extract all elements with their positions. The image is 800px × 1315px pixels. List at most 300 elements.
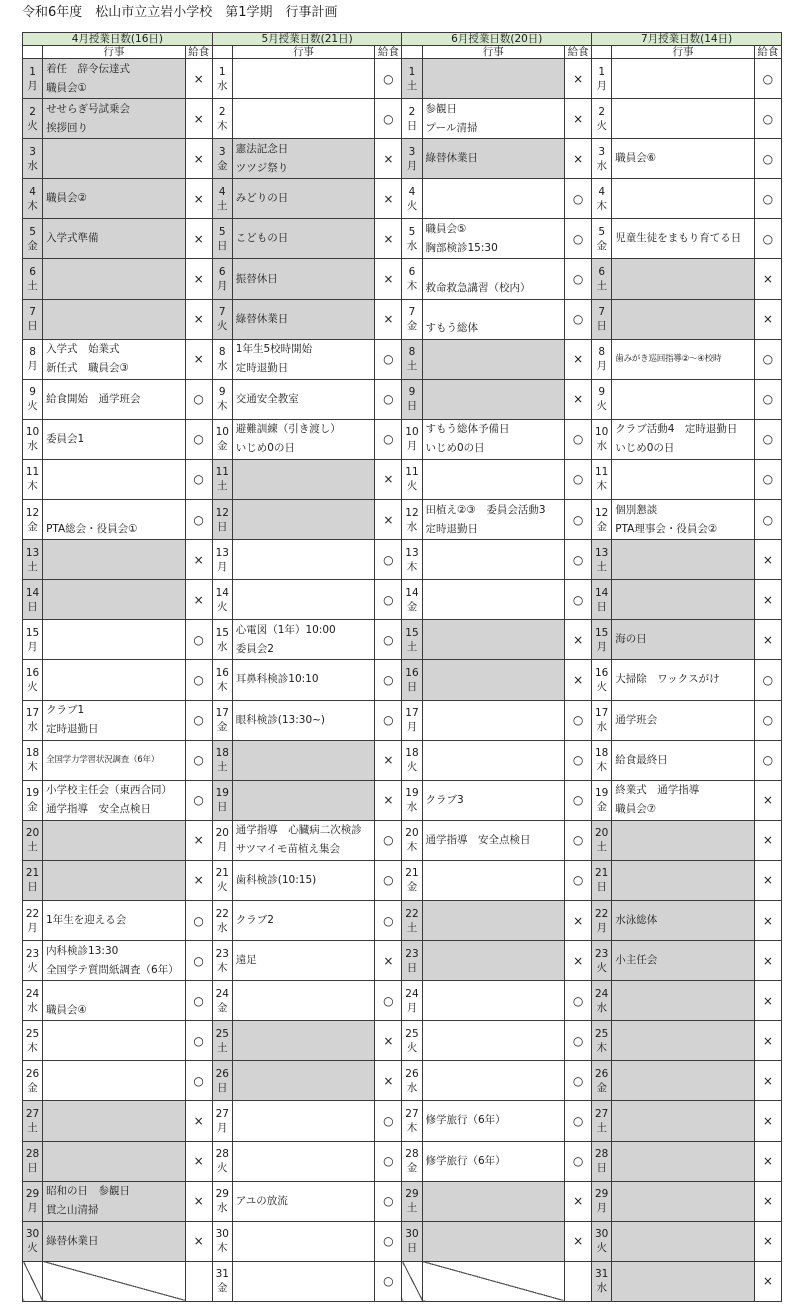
date-number: 28 — [25, 1148, 40, 1161]
weekday-label: 木 — [27, 761, 38, 774]
day-cell-april — [23, 59, 43, 99]
day-row — [23, 139, 782, 179]
lunch-mark-cell: × — [375, 179, 402, 219]
weekday-label: 月 — [406, 721, 418, 734]
weekday-label: 月 — [27, 1202, 38, 1215]
date-number: 12 — [595, 506, 609, 519]
lunch-mark-cell: ○ — [754, 700, 781, 740]
date-number: 12 — [25, 506, 40, 519]
event-cell-may — [232, 219, 375, 259]
weekday-label: 水 — [406, 801, 418, 814]
date-number: 6 — [408, 266, 416, 279]
lunch-mark-cell: ○ — [375, 700, 402, 740]
event-cell-july — [612, 540, 755, 580]
day-row — [23, 1101, 782, 1141]
date-number: 12 — [215, 506, 229, 519]
event-text — [426, 260, 565, 279]
date-number: 7 — [29, 306, 36, 319]
lunch-mark-cell: ○ — [565, 540, 592, 580]
event-text: 交通安全教室 — [235, 392, 299, 405]
event-text: 委員会1 — [46, 432, 85, 445]
day-cell-july — [592, 339, 612, 379]
day-row — [23, 500, 782, 540]
event-text: サツマイモ苗植え集会 — [235, 843, 340, 856]
day-cell-april — [23, 540, 43, 580]
event-cell-april — [43, 580, 186, 620]
date-number: 17 — [405, 707, 419, 720]
lunch-mark-cell: × — [565, 139, 592, 179]
weekday-label: 水 — [596, 440, 607, 453]
schedule-table — [22, 32, 782, 1302]
event-cell-april — [43, 1141, 186, 1181]
weekday-label: 水 — [406, 520, 418, 533]
lunch-mark-cell: ○ — [185, 700, 212, 740]
lunch-mark-cell: ○ — [185, 459, 212, 499]
event-cell-june — [422, 580, 565, 620]
lunch-column-header: 給食 — [185, 46, 212, 59]
day-cell-june — [402, 1061, 422, 1101]
date-number: 5 — [29, 225, 36, 238]
day-cell-june — [402, 59, 422, 99]
date-number: 1 — [408, 65, 416, 78]
event-cell-july — [612, 981, 755, 1021]
weekday-label: 木 — [596, 761, 607, 774]
event-cell-july — [612, 299, 755, 339]
lunch-mark-cell: × — [185, 860, 212, 900]
weekday-label: 火 — [27, 1242, 38, 1255]
lunch-mark-cell: ○ — [375, 660, 402, 700]
event-text: 救命救急講習（校内） — [425, 282, 531, 295]
date-number: 11 — [215, 466, 229, 479]
weekday-label: 金 — [27, 1081, 38, 1094]
event-text: すもう総体予備日 — [425, 423, 510, 436]
lunch-mark-cell: × — [375, 780, 402, 820]
day-row — [23, 1261, 782, 1301]
no-school-cell — [402, 1261, 422, 1301]
event-text: 入学式準備 — [46, 232, 99, 245]
weekday-label: 日 — [596, 1162, 607, 1175]
weekday-label: 火 — [406, 761, 418, 774]
event-cell-july — [612, 620, 755, 660]
lunch-mark-cell: × — [754, 941, 781, 981]
day-cell-may — [212, 981, 232, 1021]
lunch-mark-cell: × — [754, 1261, 781, 1301]
event-cell-june — [422, 860, 565, 900]
weekday-label: 火 — [27, 119, 38, 132]
day-cell-may — [212, 941, 232, 981]
month-header-may: 5月授業日数(21日) — [212, 33, 402, 46]
event-cell-june — [422, 820, 565, 860]
event-text: クラブ3 — [425, 793, 464, 806]
date-number: 18 — [215, 747, 229, 760]
event-text: 定時退勤日 — [235, 362, 289, 375]
date-number: 8 — [218, 346, 226, 359]
day-cell-may — [212, 740, 232, 780]
day-row — [23, 1021, 782, 1061]
lunch-mark-cell: ○ — [754, 660, 781, 700]
event-cell-july — [612, 900, 755, 940]
day-cell-april — [23, 941, 43, 981]
lunch-mark-cell: ○ — [565, 299, 592, 339]
lunch-mark-cell: ○ — [754, 179, 781, 219]
day-row — [23, 860, 782, 900]
date-number: 27 — [25, 1107, 40, 1120]
event-text: 通学指導 安全点検日 — [425, 833, 531, 846]
lunch-mark-cell: × — [565, 1181, 592, 1221]
day-row — [23, 740, 782, 780]
event-text — [46, 982, 185, 1001]
weekday-label: 月 — [217, 280, 228, 293]
event-cell-may — [232, 1101, 375, 1141]
event-text: 職員会② — [46, 192, 87, 205]
event-cell-june — [422, 419, 565, 459]
event-text: 定時退勤日 — [425, 522, 478, 535]
lunch-mark-cell: ○ — [565, 259, 592, 299]
weekday-label: 木 — [596, 1041, 607, 1054]
event-cell-july — [612, 1221, 755, 1261]
date-number: 25 — [595, 1027, 609, 1040]
lunch-mark-cell: × — [754, 540, 781, 580]
lunch-mark-cell: ○ — [754, 139, 781, 179]
lunch-mark-cell: ○ — [565, 1021, 592, 1061]
date-number: 22 — [595, 907, 609, 920]
weekday-label: 月 — [596, 640, 607, 653]
day-cell-june — [402, 99, 422, 139]
event-text: 通学班会 — [615, 713, 658, 726]
date-number: 14 — [595, 586, 609, 599]
event-text: みどりの日 — [235, 192, 289, 205]
date-number: 22 — [215, 907, 229, 920]
event-column-header: 行事 — [232, 46, 375, 59]
event-cell-june — [422, 1061, 565, 1101]
day-cell-july — [592, 179, 612, 219]
date-number: 15 — [595, 626, 609, 639]
event-cell-july — [612, 660, 755, 700]
event-cell-july — [612, 139, 755, 179]
weekday-label: 月 — [27, 360, 38, 373]
day-cell-july — [592, 379, 612, 419]
weekday-label: 水 — [217, 79, 228, 92]
day-cell-april — [23, 1061, 43, 1101]
weekday-label: 木 — [406, 560, 418, 573]
event-cell-july — [612, 820, 755, 860]
event-text: 昭和の日 参観日 — [46, 1185, 131, 1198]
day-row — [23, 59, 782, 99]
event-cell-april — [43, 540, 186, 580]
weekday-label: 金 — [406, 1162, 418, 1175]
event-text: 通学指導 安全点検日 — [46, 803, 152, 816]
day-cell-june — [402, 1021, 422, 1061]
date-number: 2 — [29, 105, 36, 118]
day-cell-may — [212, 219, 232, 259]
event-cell-may — [232, 860, 375, 900]
event-text: 委員会2 — [235, 642, 274, 655]
date-number: 23 — [595, 947, 609, 960]
event-text: 内科検診13:30 — [46, 944, 119, 957]
lunch-mark-cell: ○ — [565, 1101, 592, 1141]
event-text: 職員会⑤ — [425, 222, 467, 235]
day-cell-may — [212, 419, 232, 459]
weekday-label: 水 — [27, 1001, 38, 1014]
day-cell-may — [212, 900, 232, 940]
lunch-mark-cell: × — [375, 459, 402, 499]
event-text: すもう総体 — [425, 322, 478, 335]
lunch-mark-cell: × — [185, 1141, 212, 1181]
event-cell-june — [422, 780, 565, 820]
event-cell-july — [612, 259, 755, 299]
weekday-label: 木 — [596, 199, 607, 212]
day-row — [23, 1181, 782, 1221]
day-cell-june — [402, 139, 422, 179]
lunch-mark-cell: × — [185, 99, 212, 139]
event-cell-april — [43, 179, 186, 219]
date-number: 1 — [218, 65, 226, 78]
day-cell-april — [23, 1141, 43, 1181]
weekday-label: 土 — [27, 560, 38, 573]
event-cell-may — [232, 99, 375, 139]
date-number: 20 — [405, 827, 419, 840]
day-row — [23, 900, 782, 940]
date-number: 30 — [25, 1228, 40, 1241]
event-cell-april — [43, 860, 186, 900]
event-cell-may — [232, 339, 375, 379]
lunch-mark-cell: ○ — [185, 500, 212, 540]
weekday-label: 木 — [217, 400, 228, 413]
lunch-mark-cell: ○ — [375, 1261, 402, 1301]
date-number: 18 — [25, 747, 40, 760]
schedule-body — [23, 59, 782, 1302]
date-number: 6 — [29, 266, 36, 279]
event-text: 終業式 通学指導 — [615, 784, 700, 797]
date-number: 22 — [405, 907, 419, 920]
date-number: 24 — [25, 987, 40, 1000]
lunch-mark-cell: × — [375, 740, 402, 780]
day-row — [23, 660, 782, 700]
day-row — [23, 700, 782, 740]
event-cell-april — [43, 700, 186, 740]
lunch-mark-cell: ○ — [185, 419, 212, 459]
day-cell-july — [592, 900, 612, 940]
lunch-mark-cell: ○ — [565, 1061, 592, 1101]
empty-cell — [185, 1261, 212, 1301]
event-text: 振替休日 — [235, 272, 278, 285]
lunch-mark-cell: ○ — [375, 540, 402, 580]
day-cell-july — [592, 419, 612, 459]
weekday-label: 月 — [27, 921, 38, 934]
event-text: 給食開始 通学班会 — [46, 392, 141, 405]
day-cell-april — [23, 219, 43, 259]
event-text: 綠替休業日 — [235, 312, 289, 325]
weekday-label: 日 — [406, 680, 418, 693]
weekday-label: 土 — [27, 280, 38, 293]
date-number: 1 — [29, 65, 36, 78]
event-text: 耳鼻科検診10:10 — [235, 673, 319, 686]
event-cell-june — [422, 1181, 565, 1221]
weekday-label: 月 — [596, 79, 607, 92]
day-cell-july — [592, 780, 612, 820]
event-column-header: 行事 — [43, 46, 186, 59]
weekday-label: 木 — [217, 119, 228, 132]
weekday-label: 水 — [596, 159, 607, 172]
day-cell-april — [23, 179, 43, 219]
event-cell-june — [422, 1221, 565, 1261]
day-row — [23, 379, 782, 419]
date-number: 19 — [215, 787, 229, 800]
lunch-mark-cell: ○ — [565, 580, 592, 620]
date-number: 27 — [595, 1107, 609, 1120]
lunch-mark-cell: ○ — [185, 1061, 212, 1101]
date-number: 5 — [408, 225, 416, 238]
lunch-mark-cell: × — [754, 981, 781, 1021]
event-cell-april — [43, 620, 186, 660]
day-cell-may — [212, 820, 232, 860]
date-number: 16 — [25, 666, 40, 679]
event-cell-june — [422, 941, 565, 981]
weekday-label: 火 — [217, 1162, 228, 1175]
day-cell-july — [592, 99, 612, 139]
date-number: 14 — [405, 586, 419, 599]
weekday-label: 金 — [406, 881, 418, 894]
date-number: 28 — [215, 1148, 229, 1161]
lunch-mark-cell: ○ — [565, 981, 592, 1021]
lunch-mark-cell: × — [754, 820, 781, 860]
month-header-april: 4月授業日数(16日) — [23, 33, 213, 46]
lunch-mark-cell: ○ — [754, 339, 781, 379]
weekday-label: 火 — [596, 119, 607, 132]
weekday-label: 日 — [596, 320, 607, 333]
event-text: PTA理事会・役員会② — [615, 522, 718, 535]
day-cell-april — [23, 620, 43, 660]
event-text: 通学指導 心臓病二次検診 — [235, 824, 362, 837]
day-cell-july — [592, 660, 612, 700]
weekday-label: 土 — [27, 1121, 38, 1134]
day-cell-june — [402, 660, 422, 700]
date-number: 27 — [405, 1107, 419, 1120]
weekday-label: 火 — [27, 680, 38, 693]
weekday-label: 日 — [406, 961, 418, 974]
weekday-label: 木 — [217, 961, 228, 974]
date-number: 31 — [595, 1268, 609, 1281]
weekday-label: 火 — [217, 320, 228, 333]
weekday-label: 木 — [27, 199, 38, 212]
weekday-label: 金 — [27, 520, 38, 533]
day-cell-june — [402, 981, 422, 1021]
day-row — [23, 1141, 782, 1181]
event-cell-june — [422, 99, 565, 139]
date-number: 16 — [405, 666, 419, 679]
date-number: 4 — [218, 185, 226, 198]
event-cell-may — [232, 379, 375, 419]
weekday-label: 土 — [406, 79, 418, 92]
event-cell-april — [43, 379, 186, 419]
day-cell-july — [592, 860, 612, 900]
weekday-label: 火 — [596, 961, 607, 974]
lunch-mark-cell: × — [185, 1101, 212, 1141]
day-cell-june — [402, 860, 422, 900]
event-text: 憲法記念日 — [235, 142, 289, 155]
lunch-mark-cell: × — [185, 259, 212, 299]
date-number: 13 — [25, 546, 40, 559]
date-number: 2 — [218, 105, 226, 118]
lunch-mark-cell: × — [754, 780, 781, 820]
date-number: 14 — [215, 586, 229, 599]
day-cell-may — [212, 700, 232, 740]
lunch-mark-cell: ○ — [185, 379, 212, 419]
lunch-mark-cell: ○ — [375, 1181, 402, 1221]
day-column-header — [402, 46, 422, 59]
day-cell-june — [402, 900, 422, 940]
event-text: 職員会⑦ — [615, 803, 657, 816]
day-cell-july — [592, 981, 612, 1021]
event-cell-april — [43, 99, 186, 139]
event-text: PTA総会・役員会① — [46, 522, 138, 535]
event-cell-july — [612, 339, 755, 379]
event-text: 新任式 職員会③ — [46, 362, 129, 375]
date-number: 24 — [595, 987, 609, 1000]
day-row — [23, 1221, 782, 1261]
day-cell-april — [23, 500, 43, 540]
day-cell-july — [592, 219, 612, 259]
event-cell-april — [43, 59, 186, 99]
date-number: 19 — [405, 787, 419, 800]
date-number: 25 — [405, 1027, 419, 1040]
day-row — [23, 780, 782, 820]
date-number: 28 — [595, 1148, 609, 1161]
event-cell-july — [612, 1061, 755, 1101]
date-number: 5 — [598, 225, 606, 238]
day-cell-may — [212, 179, 232, 219]
weekday-label: 日 — [27, 320, 38, 333]
date-number: 21 — [595, 867, 609, 880]
day-cell-june — [402, 259, 422, 299]
date-number: 29 — [405, 1188, 419, 1201]
lunch-mark-cell: ○ — [185, 900, 212, 940]
event-text: 全国学テ質問紙調査（6年） — [46, 963, 179, 976]
day-cell-may — [212, 1261, 232, 1301]
event-cell-may — [232, 740, 375, 780]
lunch-mark-cell: × — [185, 540, 212, 580]
event-cell-june — [422, 139, 565, 179]
weekday-label: 火 — [27, 961, 38, 974]
lunch-column-header: 給食 — [375, 46, 402, 59]
event-text — [46, 501, 185, 520]
weekday-label: 月 — [406, 440, 418, 453]
day-row — [23, 1061, 782, 1101]
date-number: 29 — [595, 1188, 609, 1201]
lunch-mark-cell: × — [565, 660, 592, 700]
day-row — [23, 580, 782, 620]
day-cell-june — [402, 941, 422, 981]
date-number: 29 — [215, 1188, 229, 1201]
lunch-mark-cell: ○ — [375, 820, 402, 860]
day-row — [23, 540, 782, 580]
weekday-label: 日 — [217, 1081, 228, 1094]
event-cell-april — [43, 259, 186, 299]
day-cell-may — [212, 59, 232, 99]
day-cell-june — [402, 1141, 422, 1181]
month-header-july: 7月授業日数(14日) — [592, 33, 782, 46]
lunch-mark-cell: × — [754, 580, 781, 620]
day-cell-june — [402, 540, 422, 580]
day-cell-may — [212, 139, 232, 179]
lunch-mark-cell: ○ — [375, 981, 402, 1021]
lunch-column-header: 給食 — [565, 46, 592, 59]
event-cell-june — [422, 660, 565, 700]
lunch-mark-cell: ○ — [754, 219, 781, 259]
day-row — [23, 259, 782, 299]
date-number: 26 — [25, 1067, 40, 1080]
weekday-label: 金 — [27, 239, 38, 252]
